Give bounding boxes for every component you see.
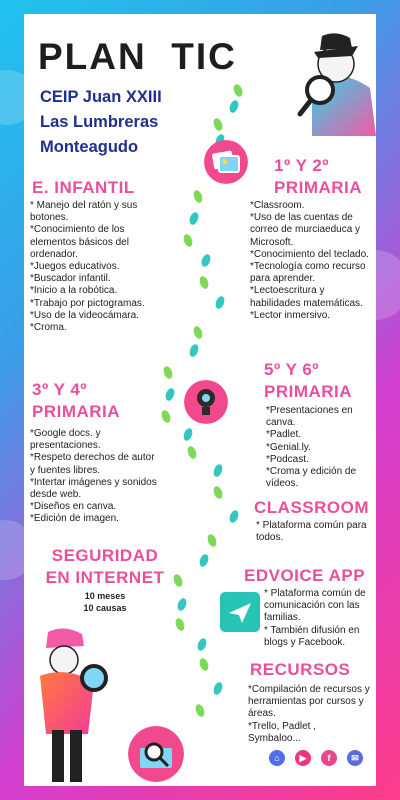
photos-icon [204,140,248,184]
footstep-icon [212,681,224,696]
classroom-list [256,520,374,544]
magnifier-map-icon [128,726,184,782]
list-item: *Lectoescritura y habilidades matemáticas. [250,285,363,309]
list-item: *Diseños en canva. [30,501,117,513]
footstep-icon [212,117,224,132]
footstep-icon [228,99,240,114]
edvoice-list [264,588,374,649]
footstep-icon [182,233,194,248]
list-item: *Padlet. [266,429,302,441]
page-title: PLAN TIC [38,36,237,77]
footstep-icon [200,253,212,268]
footstep-icon [212,485,224,500]
list-item: *Uso de las cuentas de correo de murciaeduca y Microsoft. [250,212,361,248]
footstep-icon [198,553,210,568]
footstep-icon [192,189,204,204]
primaria-1-2-list [250,200,374,322]
list-item: *Presentaciones en canva. [266,405,353,429]
footstep-icon [186,445,198,460]
seguridad-heading-line2: EN INTERNET [45,568,165,587]
home-icon[interactable]: ⌂ [269,750,285,766]
list-item: *Conocimiento del teclado. [250,248,369,260]
detective-illustration [292,26,376,136]
list-item: *Juegos educativos. [30,261,120,273]
footstep-icon [164,387,176,402]
school-location: Las Lumbreras [40,113,159,131]
send-icon [220,592,260,632]
webcam-icon [184,380,228,424]
list-item: *Uso de la videocámara. [30,309,139,321]
footstep-icon [228,509,240,524]
recursos-heading: RECURSOS [250,660,351,679]
list-item: *Podcast. [266,453,309,465]
list-item: * Plataforma común de comunicación con las familias. [264,588,366,624]
footstep-icon [182,427,194,442]
primaria-5-6-heading: 5º Y 6º [264,360,319,379]
school-town: Monteagudo [40,138,139,156]
infantil-heading: E. INFANTIL [32,178,135,197]
footstep-icon [188,343,200,358]
poster-card [24,14,376,786]
footstep-icon [214,295,226,310]
list-item: *Lector inmersivo. [250,309,331,321]
detective-illustration [24,626,124,786]
list-item: * Plataforma común para todos. [256,520,367,544]
footstep-icon [162,365,174,380]
list-item: *Edición de imagen. [30,513,119,525]
seguridad-list [80,590,130,614]
list-item: *Genial.ly. [266,441,311,453]
list-item: *Intertar imágenes y sonidos desde web. [30,476,157,501]
list-item: * También difusión en blogs y Facebook. [264,624,360,648]
primaria-1-2-heading-line2: PRIMARIA [274,178,363,197]
classroom-heading: CLASSROOM [254,498,369,517]
footstep-icon [232,83,244,98]
footstep-icon [206,533,218,548]
primaria-5-6-list [266,405,374,490]
seguridad-heading: SEGURIDAD [51,546,159,565]
list-item: *Google docs. y presentaciones. [30,428,101,452]
infantil-list [30,200,170,334]
list-item: Symbaloo... [248,732,301,744]
footstep-icon [192,325,204,340]
list-item: 10 causas [83,603,127,614]
list-item: *Respeto derechos de autor y fuentes libres. [30,452,155,476]
footstep-icon [160,409,172,424]
footstep-icon [188,211,200,226]
list-item: *Compilación de recursos y herramientas por cursos y áreas. [248,684,370,720]
list-item: *Trello, Padlet , [248,720,316,732]
footstep-icon [196,637,208,652]
facebook-icon[interactable]: f [321,750,337,766]
footstep-icon [194,703,206,718]
youtube-icon[interactable]: ▶ [295,750,311,766]
list-item: * Manejo del ratón y sus botones. [30,200,138,224]
list-item: *Trabajo por pictogramas. [30,297,145,309]
recursos-list [248,684,374,745]
mail-icon[interactable]: ✉ [347,750,363,766]
primaria-3-4-heading-line2: PRIMARIA [32,402,121,421]
list-item: *Classroom. [250,200,305,211]
footstep-icon [198,275,210,290]
primaria-5-6-heading-line2: PRIMARIA [264,382,353,401]
primaria-3-4-list [30,428,162,526]
list-item: 10 meses [84,591,126,601]
list-item: *Inicio a la robótica. [30,285,118,297]
primaria-3-4-heading: 3º Y 4º [32,380,87,399]
footstep-icon [212,463,224,478]
list-item: *Buscador infantil. [30,273,111,285]
list-item: *Croma y edición de vídeos. [266,466,357,490]
school-name: CEIP Juan XXIII [40,88,162,106]
list-item: *Conocimiento de los elementos básicos del ordenador. [30,224,129,260]
list-item: *Tecnología como recurso para aprender. [250,261,366,285]
edvoice-heading: EDVOICE APP [244,566,366,585]
footstep-icon [198,657,210,672]
footstep-icon [176,597,188,612]
primaria-1-2-heading: 1º Y 2º [274,156,329,175]
footstep-icon [174,617,186,632]
list-item: *Croma. [30,322,67,334]
